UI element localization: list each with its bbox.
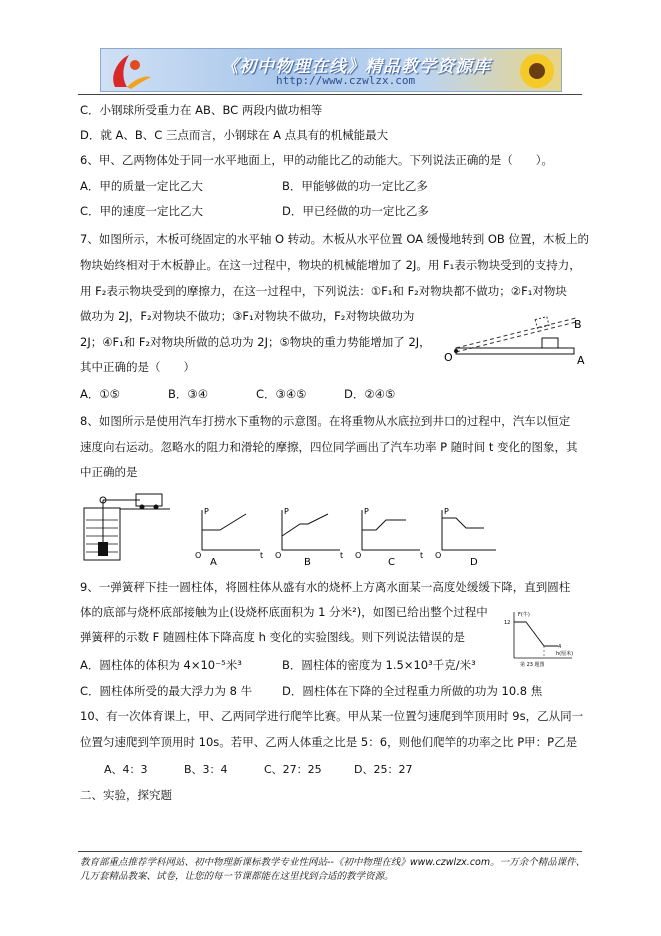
q6-option-a: A．甲的质量一定比乙大	[80, 179, 203, 193]
svg-text:P: P	[204, 507, 209, 516]
fig7-label-a: A	[577, 354, 585, 367]
graph-a	[195, 507, 263, 568]
question-8-line-2: 速度向右运动。忽略水的阻力和滑轮的摩擦，四位同学画出了汽车功率 P 随时间 t 变化的图象，其	[80, 440, 578, 454]
svg-text:A: A	[210, 557, 217, 568]
question-10-line-2: 位置匀速爬到竿顶用时 10s。若甲、乙两人体重之比是 5：6，则他们爬竿的功率之比 P甲：P乙是	[80, 735, 578, 749]
fig7-label-o: O	[444, 351, 453, 364]
q6-option-b: B．甲能够做的功一定比乙多	[282, 179, 428, 193]
q9-option-b: B．圆柱体的密度为 1.5×10³千克/米³	[282, 658, 476, 672]
q5-option-c: C．小钢球所受重力在 AB、BC 两段内做功相等	[80, 103, 323, 117]
question-9-line-1: 9、一弹簧秤下挂一圆柱体，将圆柱体从盛有水的烧杯上方离水面某一高度处缓缓下降，直到圆柱	[80, 580, 571, 594]
svg-text:O: O	[275, 551, 282, 560]
q10-option-a: A、4：3	[104, 763, 148, 776]
well-diagram	[84, 494, 170, 560]
q9-option-a: A．圆柱体的体积为 4×10⁻⁵米³	[80, 658, 242, 672]
question-9-line-3: 弹簧秤的示数 F 随圆柱体下降高度 h 变化的实验图线。则下列说法错误的是	[80, 630, 466, 644]
question-8-line-3: 中正确的是	[80, 465, 138, 479]
question-7-line-5: 2J；④F₁和 F₂对物块所做的总功为 2J；⑤物块的重力势能增加了 2J，	[80, 335, 431, 349]
svg-text:P: P	[364, 507, 369, 516]
question-6: 6、甲、乙两物体处于同一水平地面上，甲的动能比乙的动能大。下列说法正确的是（ ）。	[80, 153, 554, 167]
q9-option-c: C．圆柱体所受的最大浮力为 8 牛	[80, 684, 253, 698]
q9-option-d: D．圆柱体在下降的全过程重力所做的功为 10.8 焦	[282, 684, 543, 698]
question-7-line-6: 其中正确的是（ ）	[80, 360, 195, 374]
site-logo-icon	[105, 51, 153, 91]
header-banner	[100, 48, 562, 92]
question-7-line-2: 物块始终相对于木板静止。在这一过程中，物块的机械能增加了 2J。用 F₁表示物块受到的支持力，	[80, 258, 581, 272]
q10-option-b: B、3：4	[184, 763, 228, 776]
q10-option-d: D、25：27	[354, 763, 413, 776]
figure-7-board	[436, 308, 586, 368]
q5-option-d: D．就 A、B、C 三点而言，小钢球在 A 点具有的机械能最大	[80, 128, 389, 142]
q7-option-d: D．②④⑤	[344, 387, 396, 401]
graph-c	[355, 507, 423, 568]
banner-url[interactable]: http://www.czwlzx.com	[276, 74, 416, 87]
figure-9-graph	[500, 608, 580, 668]
svg-text:O: O	[355, 551, 362, 560]
figure-8	[80, 490, 500, 568]
svg-text:P: P	[444, 507, 449, 516]
header-rule	[78, 94, 582, 95]
graph-b	[275, 507, 343, 568]
graph-d	[435, 507, 496, 568]
banner-title: 《初中物理在线》精品教学资源库	[221, 57, 491, 77]
svg-text:4: 4	[558, 644, 562, 650]
sunflower-icon	[517, 51, 557, 91]
svg-text:O: O	[435, 551, 442, 560]
svg-text:第 23 题图: 第 23 题图	[520, 662, 545, 668]
question-7-line-4: 做功为 2J，F₂对物块不做功；③F₁对物块不做功，F₂对物块做功为	[80, 309, 415, 323]
svg-text:D: D	[470, 557, 478, 568]
svg-text:12: 12	[504, 620, 511, 626]
svg-text:h(厘米): h(厘米)	[556, 651, 574, 657]
question-10-line-1: 10、有一次体育课上，甲、乙两同学进行爬竿比赛。甲从某一位置匀速爬到竿顶用时 9s，乙从同一	[80, 709, 584, 723]
footer-line-1: 教育部重点推荐学科网站、初中物理新课标教学专业性网站--《初中物理在线》www.czwlzx.com。一万余个精品课件、	[80, 857, 586, 868]
q6-option-d: D．甲已经做的功一定比乙多	[282, 204, 429, 218]
question-9-line-2: 体的底部与烧杯底部接触为止(设烧杯底面积为 1 分米²)，如图已给出整个过程中	[80, 605, 488, 619]
question-8-line-1: 8、如图所示是使用汽车打捞水下重物的示意图。在将重物从水底拉到井口的过程中，汽车以恒定	[80, 414, 571, 428]
fig7-label-b: B	[574, 318, 582, 331]
svg-text:C: C	[388, 557, 395, 568]
q7-option-b: B．③④	[168, 387, 209, 401]
question-7-line-1: 7、如图所示，木板可绕固定的水平轴 O 转动。木板从水平位置 OA 缓慢地转到 OB 位置，木板上的	[80, 232, 589, 246]
svg-text:B: B	[304, 557, 311, 568]
svg-text:t: t	[340, 551, 344, 560]
footer-rule	[78, 851, 582, 852]
q7-option-c: C．③④⑤	[256, 387, 307, 401]
svg-text:O: O	[195, 551, 202, 560]
question-7-line-3: 用 F₂表示物块受到的摩擦力，在这一过程中，下列说法：①F₁和 F₂对物块都不做功；②F₁对物块	[80, 284, 567, 298]
svg-text:t: t	[420, 551, 424, 560]
svg-text:t: t	[260, 551, 264, 560]
q6-option-c: C．甲的速度一定比乙大	[80, 204, 204, 218]
section-heading-experiment: 二、实验，探究题	[80, 788, 172, 802]
q10-option-c: C、27：25	[264, 763, 322, 776]
q7-option-a: A．①⑤	[80, 387, 120, 401]
svg-text:F(牛): F(牛)	[518, 612, 530, 618]
footer-line-2: 几万套精品教案、试卷，让您的每一节课都能在这里找到合适的教学资源。	[80, 871, 394, 882]
svg-text:P: P	[284, 507, 289, 516]
